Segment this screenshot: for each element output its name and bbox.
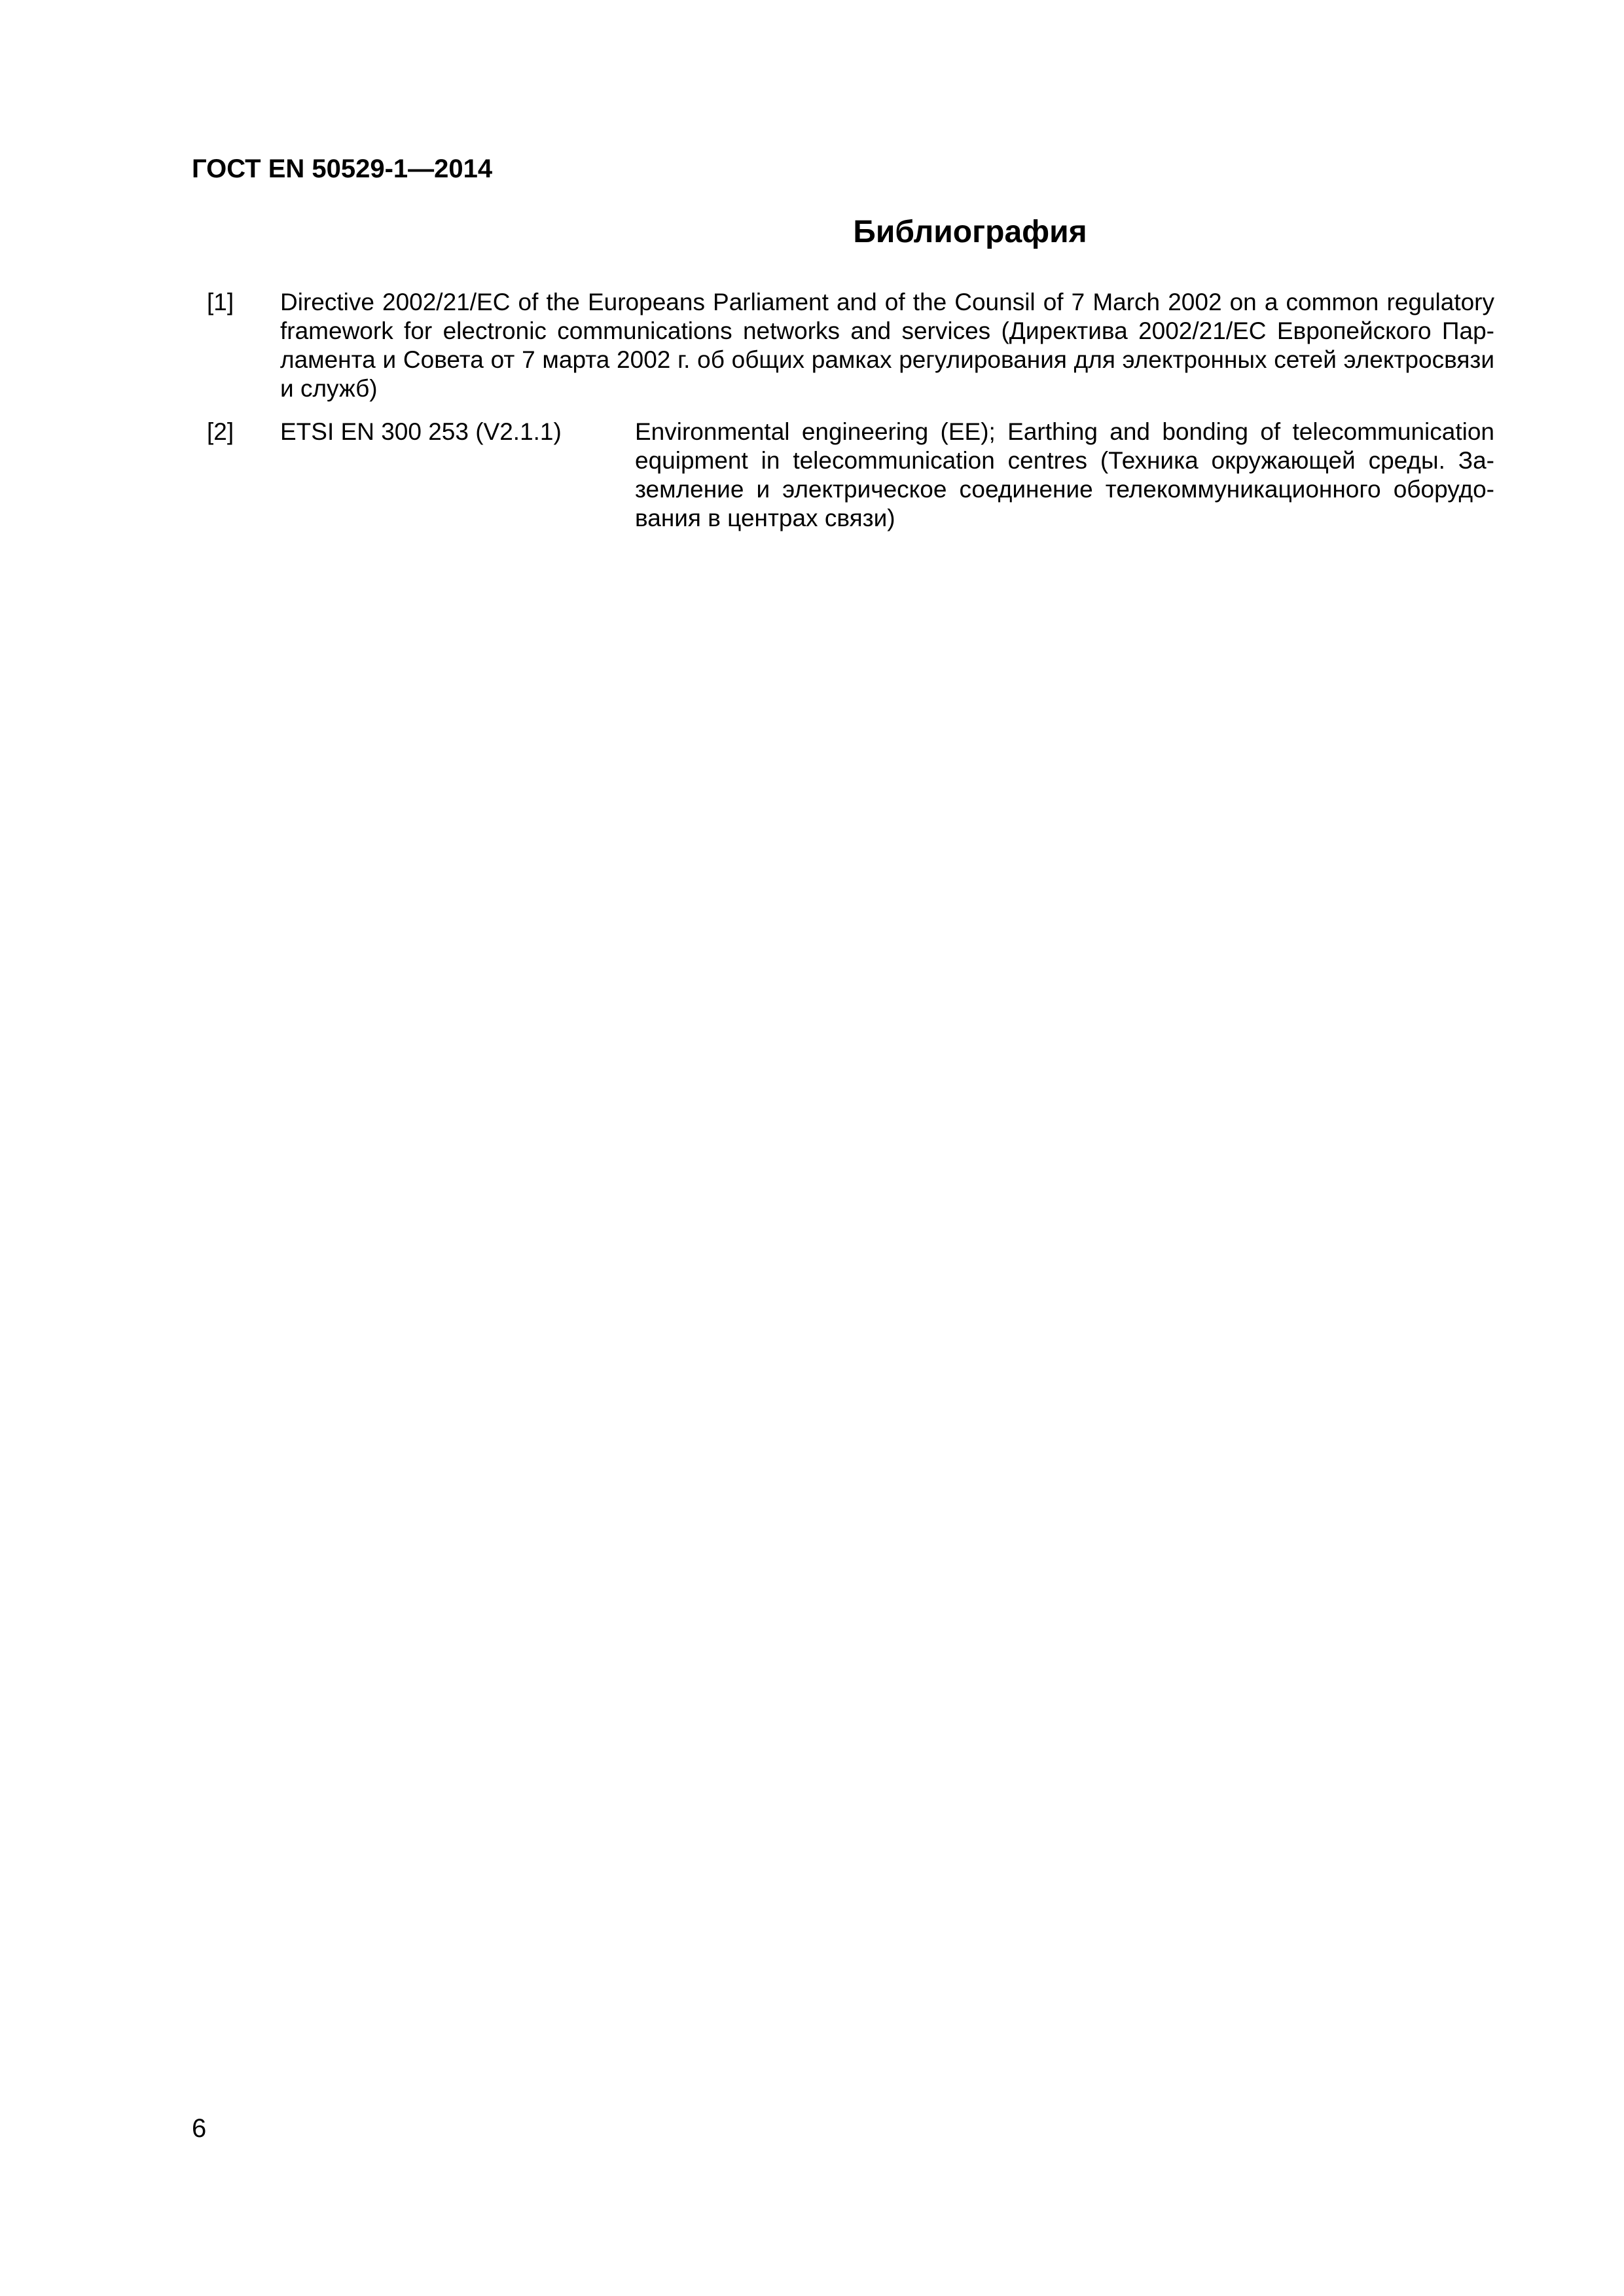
document-code: ГОСТ EN 50529-1—2014 xyxy=(192,154,493,183)
page-number: 6 xyxy=(192,2114,207,2143)
entry-number: [2] xyxy=(207,418,234,445)
entry-standard-id: ETSI EN 300 253 (V2.1.1) xyxy=(280,418,562,445)
entry-text: Directive 2002/21/EC of the Europeans Parliament and of the Counsil of 7 March 2002 on a common regulatory framework for electronic communications networks and services (Директива 2002/21/ЕС Европейского Парламента и Совета от 7 марта 2002 г. об общих рамках регулирования для электронных сетей электросвязи и служб) xyxy=(280,289,1494,402)
section-title: Библиография xyxy=(853,215,1087,249)
entry-text: Environmental engineering (EE); Earthing and bonding of telecommunication equipment in telecommunication centres (Техника окружающей среды. Заземление и электрическое соединение телекоммуникационного оборудования в центрах связи) xyxy=(635,418,1494,531)
entry-number: [1] xyxy=(207,289,234,315)
